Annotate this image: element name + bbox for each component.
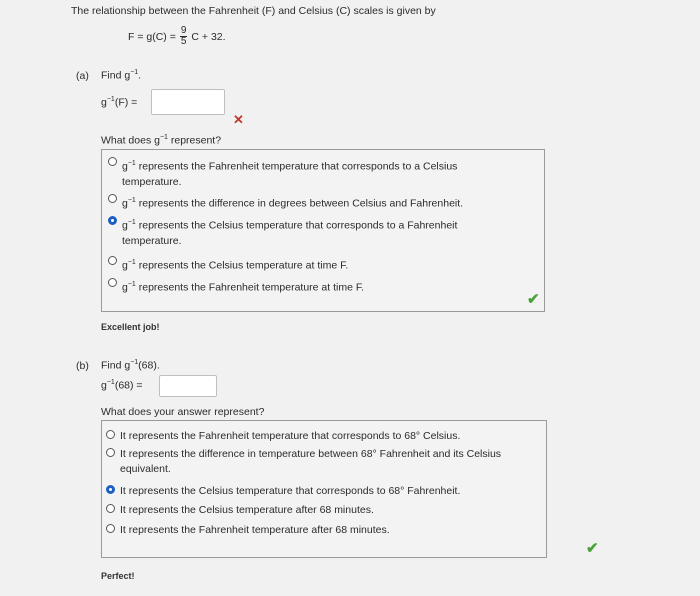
answer-a-arg: (F) = — [114, 96, 138, 109]
part-b-prompt — [101, 359, 160, 372]
option-a-3-cont: temperature. — [122, 234, 182, 247]
part-b-prompt-text: Find g — [101, 359, 131, 372]
part-a-prompt-text: Find g — [101, 69, 131, 82]
option-a-2[interactable] — [108, 193, 463, 212]
option-a-4-pre: g — [122, 259, 128, 272]
option-a-1-main: represents the Fahrenheit temperature that corresponds to a Celsius — [135, 160, 458, 173]
part-b-prompt-end: (68). — [138, 359, 160, 372]
answer-b-input[interactable] — [159, 375, 217, 397]
fraction-numerator: 9 — [180, 25, 187, 36]
part-a-prompt — [101, 69, 141, 82]
option-a-3-pre: g — [122, 219, 128, 232]
part-b-label: (b) — [76, 360, 89, 372]
question-a-sup: −1 — [159, 134, 168, 141]
option-a-1-pre: g — [122, 160, 128, 173]
option-a-4-sup: −1 — [127, 259, 136, 266]
feedback-b: Perfect! — [101, 571, 135, 581]
option-a-4-text — [122, 255, 348, 274]
option-b-4[interactable] — [106, 503, 374, 518]
question-a-text: What does g — [101, 134, 160, 147]
correct-check-icon-b: ✔ — [586, 540, 599, 557]
part-a-question — [101, 134, 221, 147]
radio-option-a-4[interactable] — [108, 256, 117, 265]
radio-option-b-2[interactable] — [106, 448, 115, 457]
option-a-3-text — [122, 215, 457, 249]
option-a-5-sup: −1 — [127, 281, 136, 288]
option-b-2[interactable] — [106, 447, 501, 477]
option-b-5-text: It represents the Fahrenheit temperature after 68 minutes. — [120, 524, 390, 536]
part-a-prompt-sup: −1 — [130, 69, 139, 76]
option-a-3[interactable] — [108, 215, 457, 249]
formula-lhs: F = g(C) = — [128, 30, 176, 43]
option-b-1-text: It represents the Fahrenheit temperature that corresponds to 68° Celsius. — [120, 430, 461, 442]
radio-option-b-5[interactable] — [106, 524, 115, 533]
part-a-options-box — [101, 149, 545, 312]
option-a-3-main: represents the Celsius temperature that corresponds to a Fahrenheit — [135, 219, 458, 232]
radio-option-a-5[interactable] — [108, 278, 117, 287]
answer-b-sup: −1 — [106, 379, 115, 386]
part-a-prompt-end: . — [138, 69, 142, 82]
option-a-3-sup: −1 — [127, 219, 136, 226]
option-a-2-pre: g — [122, 197, 128, 210]
radio-option-a-1[interactable] — [108, 157, 117, 166]
problem-intro: The relationship between the Fahrenheit (F) and Celsius (C) scales is given by — [71, 5, 436, 17]
option-b-4-text: It represents the Celsius temperature after 68 minutes. — [120, 504, 374, 516]
option-a-1-sup: −1 — [127, 160, 136, 167]
option-b-2-text — [120, 447, 501, 477]
part-b-answer-label — [101, 379, 143, 392]
fraction-denominator: 5 — [180, 36, 187, 47]
option-b-3-text: It represents the Celsius temperature that corresponds to 68° Fahrenheit. — [120, 485, 461, 497]
answer-b-func: g — [101, 379, 107, 392]
option-a-4-main: represents the Celsius temperature at time F. — [135, 259, 349, 272]
option-a-1-cont: temperature. — [122, 175, 182, 188]
option-a-5-text — [122, 277, 364, 296]
option-a-1-text — [122, 156, 457, 190]
option-a-2-sup: −1 — [127, 197, 136, 204]
correct-check-icon: ✔ — [527, 291, 540, 308]
question-a-end: represent? — [167, 134, 222, 147]
part-b-prompt-sup: −1 — [130, 359, 139, 366]
formula-rhs: C + 32. — [191, 30, 226, 43]
answer-a-sup: −1 — [106, 96, 115, 103]
feedback-a: Excellent job! — [101, 322, 160, 332]
part-b-question: What does your answer represent? — [101, 406, 265, 418]
option-a-4[interactable] — [108, 255, 348, 274]
option-b-3[interactable] — [106, 484, 460, 499]
radio-option-b-3-selected[interactable] — [106, 485, 115, 494]
option-a-2-main: represents the difference in degrees between Celsius and Fahrenheit. — [135, 197, 464, 210]
incorrect-x-icon: ✕ — [233, 112, 244, 127]
option-a-5[interactable] — [108, 277, 364, 296]
formula — [128, 26, 226, 47]
option-b-1[interactable] — [106, 429, 460, 444]
option-b-5[interactable] — [106, 523, 390, 538]
answer-b-arg: (68) = — [114, 379, 143, 392]
part-a-label: (a) — [76, 70, 89, 82]
option-b-2-main: It represents the difference in temperature between 68° Fahrenheit and its Celsius — [120, 448, 502, 460]
option-b-2-cont: equivalent. — [120, 463, 171, 475]
part-b-options-box — [101, 420, 599, 558]
option-a-2-text — [122, 193, 463, 212]
answer-a-func: g — [101, 96, 107, 109]
option-a-1[interactable] — [108, 156, 457, 190]
radio-option-a-2[interactable] — [108, 194, 117, 203]
formula-fraction — [180, 26, 188, 47]
radio-option-a-3-selected[interactable] — [108, 216, 117, 225]
option-a-5-main: represents the Fahrenheit temperature at time F. — [135, 281, 365, 294]
answer-a-input[interactable] — [151, 89, 225, 115]
radio-option-b-4[interactable] — [106, 504, 115, 513]
radio-option-b-1[interactable] — [106, 430, 115, 439]
option-a-5-pre: g — [122, 281, 128, 294]
part-a-answer-label — [101, 96, 137, 109]
